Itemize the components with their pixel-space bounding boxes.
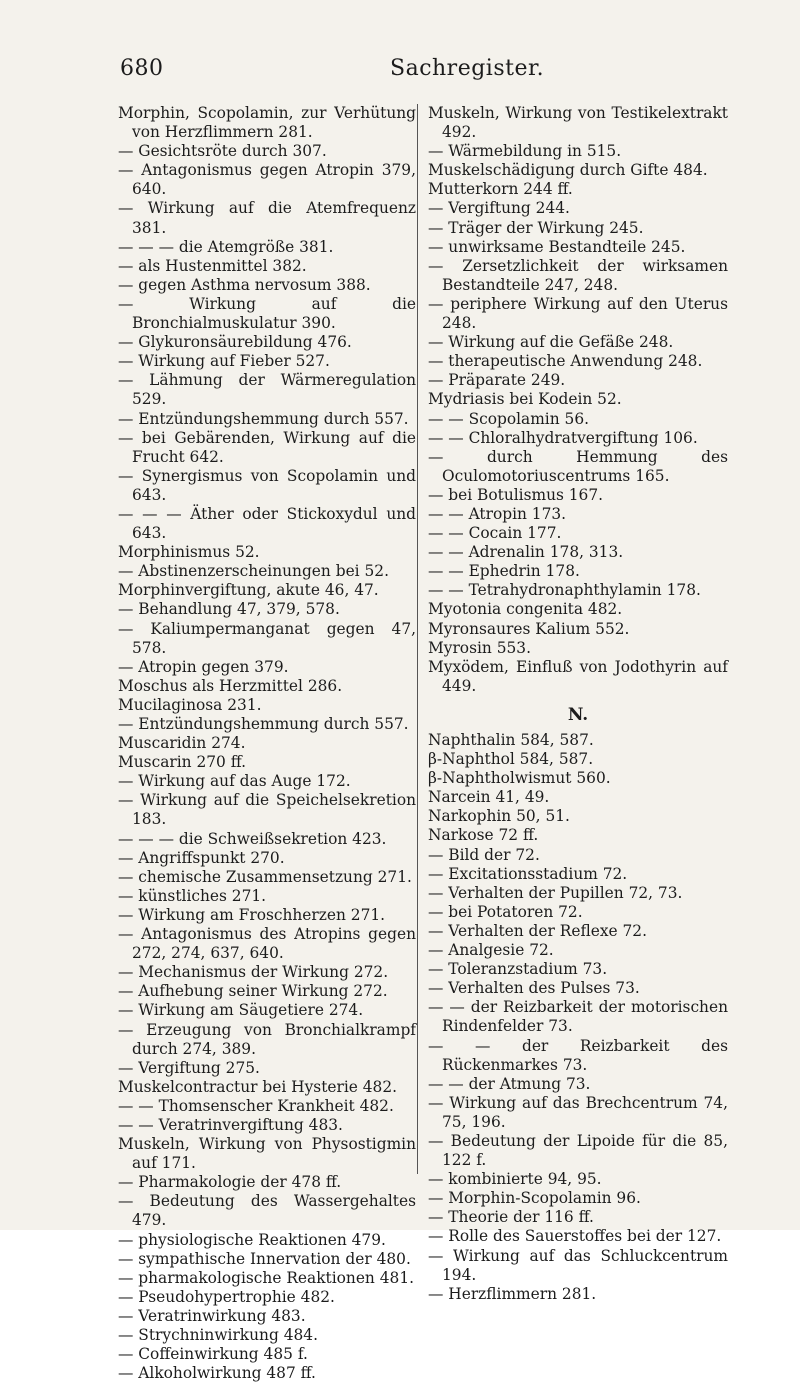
index-entry: — Zersetzlichkeit der wirksamen Bestandteile 247, 248.	[428, 256, 728, 294]
index-entry: — sympathische Innervation der 480.	[118, 1249, 411, 1268]
running-head: Sachregister.	[390, 56, 545, 81]
index-entry: — Antagonismus des Atropins gegen 272, 274, 637, 640.	[118, 925, 416, 963]
index-entry: — Coffeinwirkung 485 f.	[118, 1345, 308, 1364]
index-entry: Morphinvergiftung, akute 46, 47.	[118, 581, 379, 600]
index-entry: — Pseudohypertrophie 482.	[118, 1287, 335, 1306]
index-entry: — — Cocain 177.	[428, 524, 562, 543]
index-entry: — Excitationsstadium 72.	[428, 864, 628, 883]
index-entry: — Rolle des Sauerstoffes bei der 127.	[428, 1227, 722, 1246]
index-entry: — Wirkung auf das Schluckcentrum 194.	[428, 1246, 728, 1284]
index-entry: Narcein 41, 49.	[428, 788, 550, 807]
index-entry: — physiologische Reaktionen 479.	[118, 1230, 386, 1249]
index-entry: — Wirkung auf die Atemfrequenz 381.	[118, 199, 416, 237]
index-entry: — bei Potatoren 72.	[428, 902, 583, 921]
index-entry: — Analgesie 72.	[428, 941, 554, 960]
index-entry: — Bedeutung der Lipoide für die 85, 122 f.	[428, 1131, 728, 1170]
index-entry: — Lähmung der Wärmeregulation 529.	[118, 371, 416, 409]
index-entry: — Kaliumpermanganat gegen 47, 578.	[118, 619, 416, 657]
index-entry: — bei Gebärenden, Wirkung auf die Frucht 642.	[118, 428, 416, 466]
index-entry: — — Atropin 173.	[428, 504, 567, 523]
index-column-left	[118, 104, 416, 1383]
index-entry: — Verhalten der Pupillen 72, 73.	[428, 883, 683, 902]
index-entry: — Glykuronsäurebildung 476.	[118, 333, 352, 352]
index-entry: — Herzflimmern 281.	[428, 1284, 597, 1303]
index-entry: — Synergismus von Scopolamin und 643.	[118, 466, 416, 504]
index-entry: — kombinierte 94, 95.	[428, 1170, 602, 1189]
index-entry: — pharmakologische Reaktionen 481.	[118, 1268, 414, 1287]
index-entry: Narkophin 50, 51.	[428, 807, 570, 826]
index-entry: Muskeln, Wirkung von Testikelextrakt 492.	[428, 104, 728, 142]
index-entry: — Abstinenzerscheinungen bei 52.	[118, 562, 389, 581]
index-entry: — — der Reizbarkeit des Rückenmarkes 73.	[428, 1036, 728, 1074]
index-entry: — Präparate 249.	[428, 371, 566, 390]
index-entry: — Wirkung auf die Speichelsekretion 183.	[118, 791, 416, 829]
index-entry: — — — Äther oder Stickoxydul und 643.	[118, 504, 416, 543]
index-entry: Myxödem, Einfluß von Jodothyrin auf 449.	[428, 657, 728, 695]
index-entry: Morphinismus 52.	[118, 543, 260, 562]
index-entry: — Bedeutung des Wassergehaltes 479.	[118, 1192, 416, 1230]
index-entry: — Alkoholwirkung 487 ff.	[118, 1364, 316, 1383]
index-entry: — — Ephedrin 178.	[428, 562, 580, 581]
index-entry: — künstliches 271.	[118, 886, 267, 905]
index-entry: — Gesichtsröte durch 307.	[118, 142, 327, 161]
index-entry: — Entzündungshemmung durch 557.	[118, 409, 409, 428]
index-entry: — als Hustenmittel 382.	[118, 256, 307, 275]
index-entry: — — — die Atemgröße 381.	[118, 237, 334, 256]
index-entry: — Verhalten der Reflexe 72.	[428, 921, 647, 940]
index-entry: — Wirkung auf die Gefäße 248.	[428, 333, 674, 352]
index-entry: — Mechanismus der Wirkung 272.	[118, 963, 389, 982]
index-entry: Muskelschädigung durch Gifte 484.	[428, 161, 708, 180]
index-entry: — — Chloralhydratvergiftung 106.	[428, 428, 698, 447]
index-entry: — Toleranzstadium 73.	[428, 960, 608, 979]
index-entry: — Wirkung auf Fieber 527.	[118, 352, 330, 371]
index-entry: — unwirksame Bestandteile 245.	[428, 237, 686, 256]
index-entry: Morphin, Scopolamin, zur Verhütung von Herzflimmern 281.	[118, 104, 416, 142]
index-entry: — Theorie der 116 ff.	[428, 1208, 594, 1227]
index-entry: — Morphin-Scopolamin 96.	[428, 1189, 641, 1208]
index-entry: — periphere Wirkung auf den Uterus 248.	[428, 294, 728, 333]
index-entry: — — — die Schweißsekretion 423.	[118, 829, 387, 848]
index-entry: Myronsaures Kalium 552.	[428, 619, 630, 638]
index-entry: — Antagonismus gegen Atropin 379, 640.	[118, 161, 416, 199]
index-entry: — Wirkung am Säugetiere 274.	[118, 1001, 364, 1020]
index-entry: — Wirkung am Froschherzen 271.	[118, 905, 386, 924]
index-entry: — Pharmakologie der 478 ff.	[118, 1173, 342, 1192]
index-entry: — Entzündungshemmung durch 557.	[118, 715, 409, 733]
index-entry: — chemische Zusammensetzung 271.	[118, 867, 412, 886]
index-entry: Muscarin 270 ff.	[118, 753, 246, 772]
index-entry: Myotonia congenita 482.	[428, 600, 623, 619]
index-entry: — bei Botulismus 167.	[428, 485, 604, 504]
index-entry: — Wirkung auf die Bronchialmuskulatur 390.	[118, 294, 416, 333]
page-number: 680	[120, 56, 164, 81]
index-entry: — Wärmebildung in 515.	[428, 142, 622, 161]
index-entry: — Verhalten des Pulses 73.	[428, 979, 640, 998]
index-entry: — Aufhebung seiner Wirkung 272.	[118, 982, 388, 1001]
index-entry: Mucilaginosa 231.	[118, 695, 262, 714]
index-group-m	[428, 104, 728, 696]
index-entry: Muskeln, Wirkung von Physostigmin auf 171.	[118, 1135, 416, 1173]
index-entry: Naphthalin 584, 587.	[428, 731, 594, 749]
index-entry: Narkose 72 ff.	[428, 826, 539, 845]
index-entry: β-Naphthol 584, 587.	[428, 750, 594, 769]
index-entry: — Wirkung auf das Brechcentrum 74, 75, 196.	[428, 1093, 728, 1131]
index-entry: — — Tetrahydronaphthylamin 178.	[428, 581, 701, 600]
index-entry: — — Thomsenscher Krankheit 482.	[118, 1096, 394, 1115]
section-letter: N.	[567, 704, 589, 725]
index-entry: — Angriffspunkt 270.	[118, 848, 285, 867]
index-entry: Mutterkorn 244 ff.	[428, 180, 573, 199]
index-entry: — gegen Asthma nervosum 388.	[118, 275, 371, 294]
index-entry: — Bild der 72.	[428, 845, 540, 864]
index-entry: — Erzeugung von Bronchialkrampf durch 274, 389.	[118, 1020, 416, 1058]
index-entry: — Wirkung auf das Auge 172.	[118, 772, 351, 791]
column-divider	[417, 104, 418, 1174]
index-entry: Myrosin 553.	[428, 638, 531, 657]
index-group-n	[428, 731, 728, 1304]
index-entry: — — Veratrinvergiftung 483.	[118, 1115, 343, 1134]
index-entry: — Strychninwirkung 484.	[118, 1326, 318, 1344]
index-entry: — — der Reizbarkeit der motorischen Rindenfelder 73.	[428, 998, 728, 1036]
index-entry: — Behandlung 47, 379, 578.	[118, 600, 340, 619]
index-entry: — — Scopolamin 56.	[428, 409, 590, 428]
index-entry: Mydriasis bei Kodein 52.	[428, 390, 622, 409]
index-entry: Muscaridin 274.	[118, 734, 246, 753]
index-entry: — therapeutische Anwendung 248.	[428, 352, 703, 371]
index-entry: — — der Atmung 73.	[428, 1074, 591, 1093]
index-entry: — Träger der Wirkung 245.	[428, 218, 644, 237]
index-entry: — — Adrenalin 178, 313.	[428, 543, 624, 562]
index-entry: Moschus als Herzmittel 286.	[118, 676, 343, 695]
index-entry: Muskelcontractur bei Hysterie 482.	[118, 1077, 398, 1096]
index-entry: — Atropin gegen 379.	[118, 657, 289, 676]
index-entry: — Veratrinwirkung 483.	[118, 1306, 306, 1325]
page-header	[90, 56, 730, 86]
index-entry: β-Naphtholwismut 560.	[428, 769, 611, 788]
index-entry: — Vergiftung 244.	[428, 199, 570, 218]
index-column-right	[428, 104, 728, 1304]
index-entry: — Vergiftung 275.	[118, 1058, 260, 1077]
index-entry: — durch Hemmung des Oculomotoriuscentrums 165.	[428, 447, 728, 485]
